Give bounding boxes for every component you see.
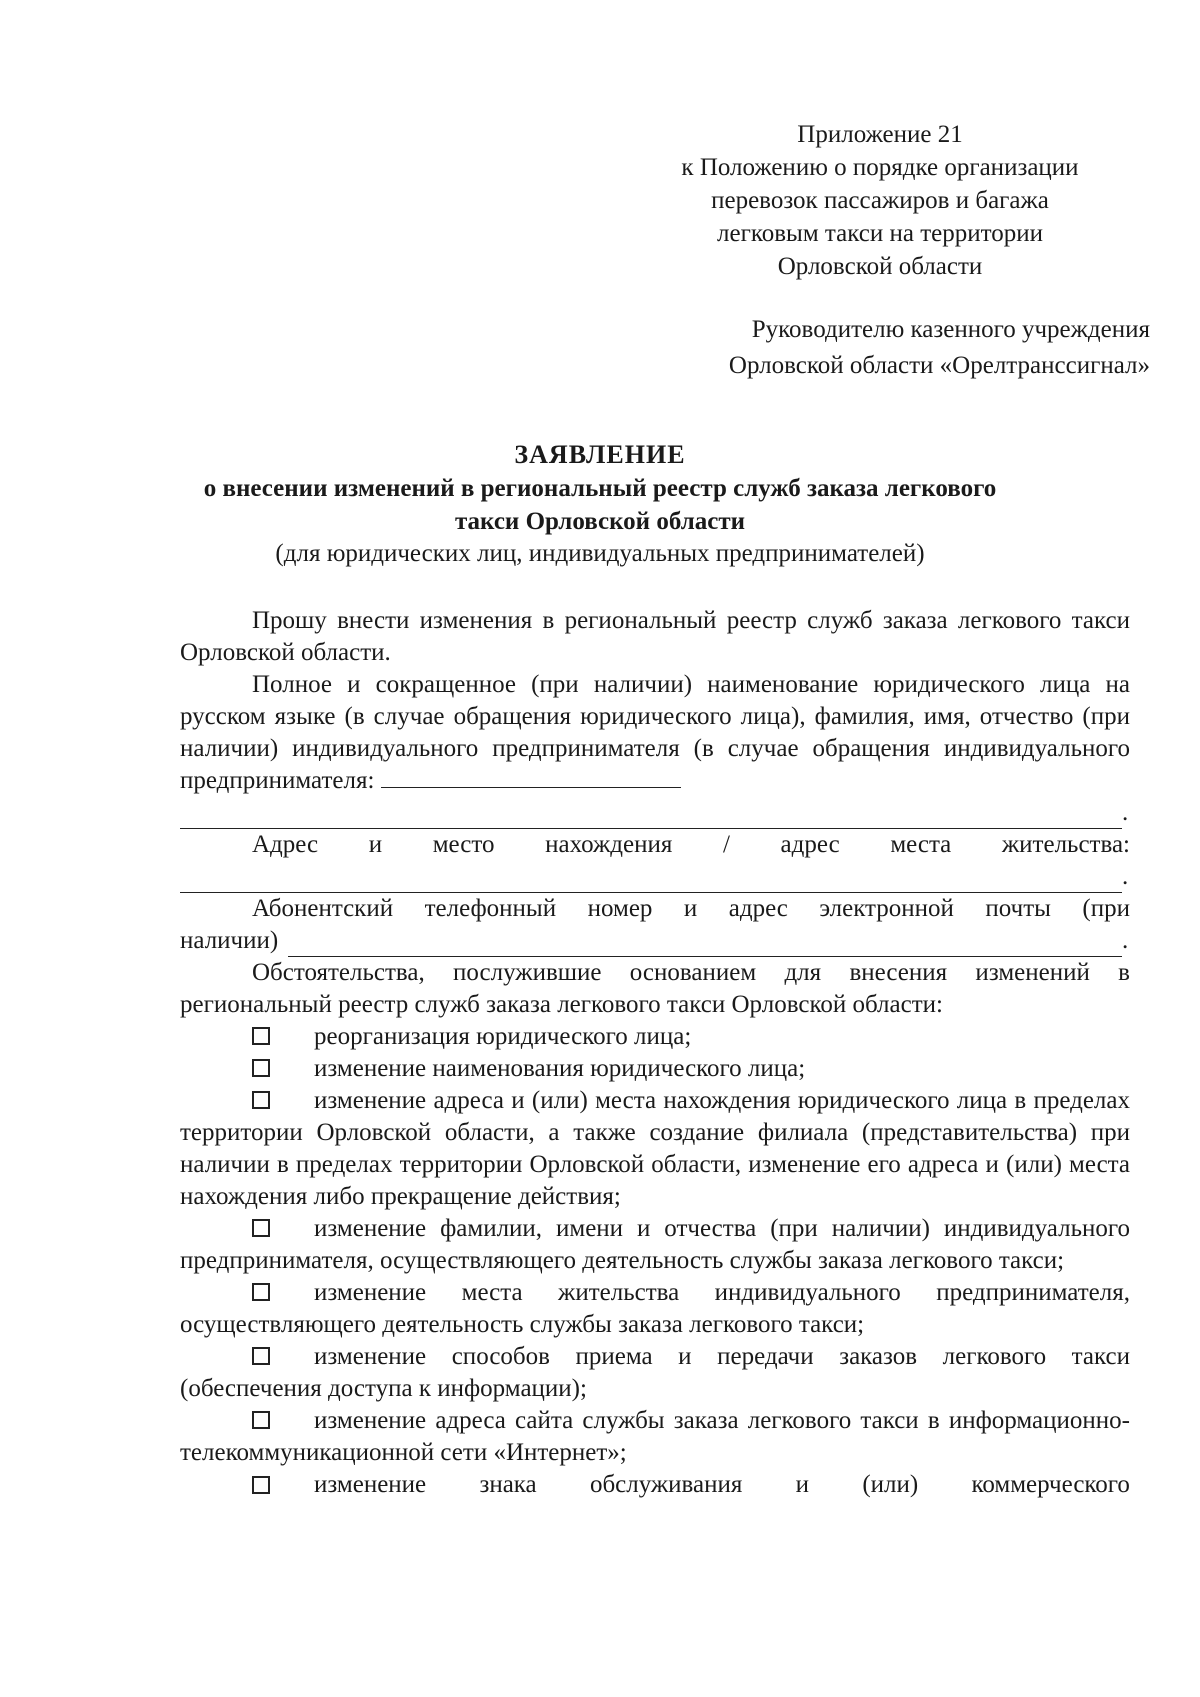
annex-line: к Положению о порядке организации [681,154,1079,181]
address-label-row [180,829,1130,861]
annex-line: Приложение 21 [797,121,963,148]
paragraph-request: Прошу внести изменения в региональный реестр служб заказа легкового такси Орловской области. [180,607,1130,666]
word: коммерческого [971,1471,1130,1498]
checkbox[interactable] [252,1027,270,1045]
checklist-item-label: изменение способов приема и передачи заказов легкового такси (обеспечения доступа к информации); [180,1343,1130,1402]
paragraph-name-text: Полное и сокращенное (при наличии) наименование юридического лица на русском языке (в случае обращения юридического лица), фамилия, имя, отчество (при наличии) индивидуального предпринимателя (в случае обращения индивидуального предпринимателя: [180,671,1130,794]
checklist-item-label: изменение адреса и (или) места нахождения юридического лица в пределах территории Орловской области, а также создание филиала (представительства) при наличии в пределах территории Орловской области, изменение его адреса и (или) места нахождения либо прекращение действия; [180,1087,1130,1210]
checklist-item [180,1053,1130,1085]
paragraph-circumstances: Обстоятельства, послужившие основанием для внесения изменений в региональный реестр служб заказа легкового такси Орловской области: [180,959,1130,1018]
checklist-item [180,1021,1130,1053]
period-mark: . [1122,927,1129,954]
checklist-item [180,1277,1130,1341]
word: изменение [314,1471,427,1498]
checkbox[interactable] [252,1091,270,1109]
address-word: / [722,831,730,858]
checkbox[interactable] [252,1283,270,1301]
addressee-block [729,312,1150,384]
address-word: адрес [780,831,840,858]
address-word: нахождения [545,831,673,858]
checklist-item [180,1085,1130,1213]
address-word: жительства: [1001,831,1130,858]
address-word: места [890,831,952,858]
checklist-item [180,1341,1130,1405]
checklist-item-label: изменение адреса сайта службы заказа легкового такси в информационно-телекоммуникационной сети «Интернет»; [180,1407,1130,1466]
annex-header [640,118,1120,283]
checklist-item-label: реорганизация юридического лица; [314,1023,692,1050]
phone-label-cont: наличии) [180,927,279,954]
addressee-line: Орловской области «Орелтранссигнал» [728,352,1150,379]
phone-fill-row[interactable] [180,925,1130,957]
checklist-item-label: изменение места жительства индивидуального предпринимателя, осуществляющего деятельность службы заказа легкового такси; [180,1279,1130,1338]
paragraph-name [180,669,1130,797]
document-body [180,605,1130,1501]
checkbox[interactable] [252,1411,270,1429]
word: и [795,1471,810,1498]
document-note: (для юридических лиц, индивидуальных предпринимателей) [275,540,925,567]
checklist-item [180,1213,1130,1277]
address-fill-row[interactable] [180,861,1130,893]
word: (или) [862,1471,919,1498]
annex-line: легковым такси на территории [717,220,1043,247]
checkbox[interactable] [252,1219,270,1237]
address-word: и [368,831,383,858]
name-fill-row[interactable] [180,797,1130,829]
address-word: место [432,831,495,858]
period-mark: . [1122,799,1129,826]
phone-label: Абонентский телефонный номер и адрес электронной почты (при [252,895,1130,922]
checklist-item [180,1405,1130,1469]
annex-line: перевозок пассажиров и багажа [711,187,1049,214]
checklist-item-label: изменение наименования юридического лица; [314,1055,806,1082]
period-mark: . [1122,863,1129,890]
address-fill-line[interactable] [180,868,1122,893]
document-subtitle: о внесении изменений в региональный реестр служб заказа легкового [203,475,997,502]
document-subtitle: такси Орловской области [454,508,746,535]
checklist-item-first-line [180,1469,1130,1501]
checkbox[interactable] [252,1347,270,1365]
name-fill-line[interactable] [381,765,681,788]
name-fill-line-2[interactable] [180,804,1122,829]
word: обслуживания [589,1471,743,1498]
address-word: Адрес [252,831,319,858]
checklist-item [180,1469,1130,1501]
phone-fill-line[interactable] [288,932,1122,957]
checklist-item-label [314,1469,1130,1501]
checkbox[interactable] [252,1476,270,1494]
title-block [160,438,1040,570]
addressee-line: Руководителю казенного учреждения [751,316,1150,343]
word: знака [479,1471,537,1498]
document-title: ЗАЯВЛЕНИЕ [514,440,686,469]
checkbox[interactable] [252,1059,270,1077]
checklist-item-label: изменение фамилии, имени и отчества (при наличии) индивидуального предпринимателя, осуществляющего деятельность службы заказа легкового такси; [180,1215,1130,1274]
annex-line: Орловской области [777,253,983,280]
